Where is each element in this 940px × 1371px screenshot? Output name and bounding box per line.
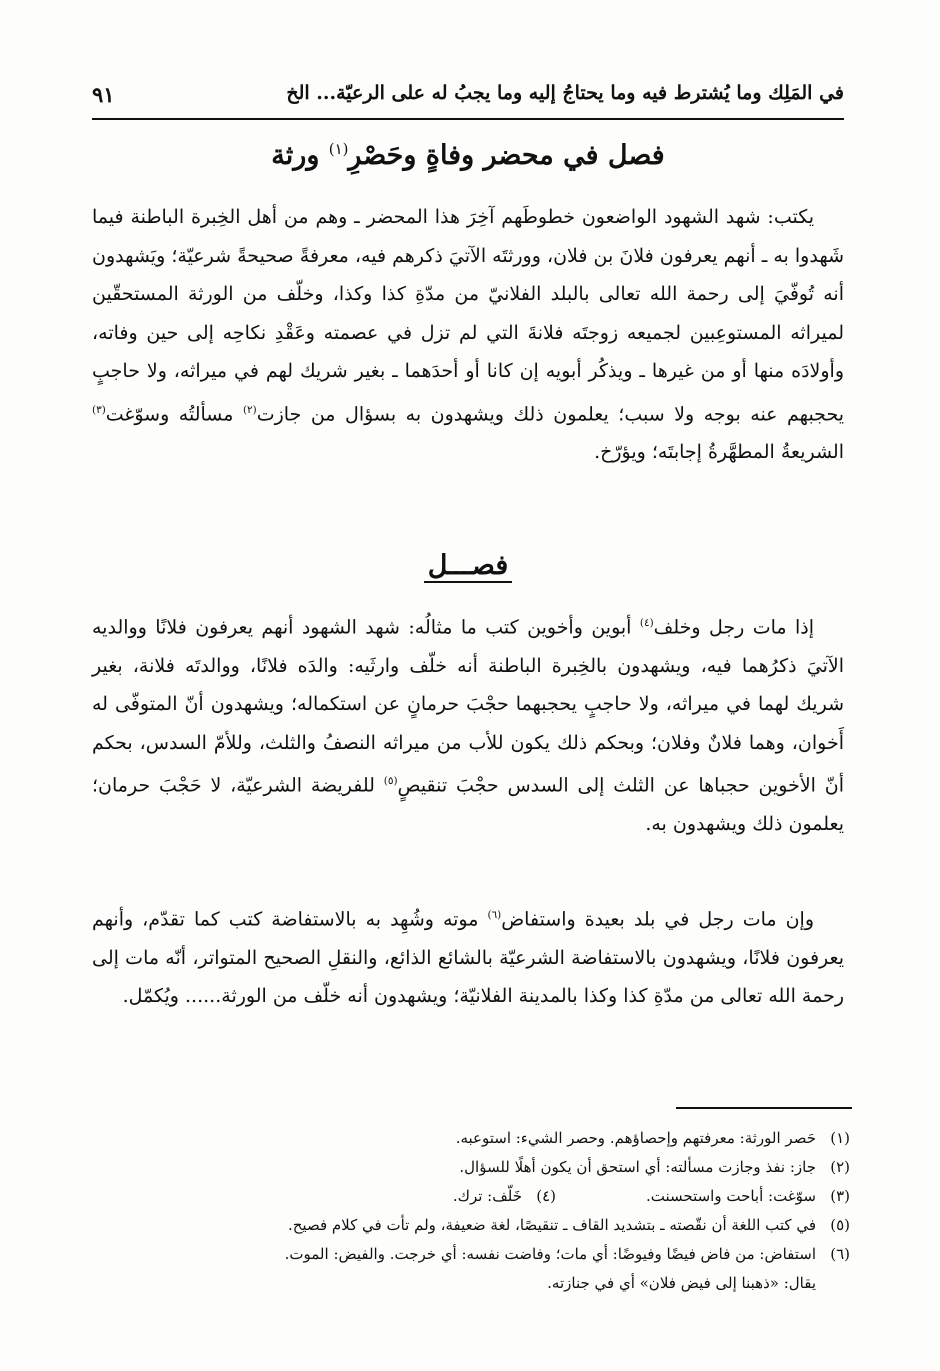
- footnote-ref-5[interactable]: (٥): [383, 775, 398, 788]
- footnote-ref-1[interactable]: (١): [328, 140, 349, 158]
- footnote-number: (٦): [830, 1245, 850, 1263]
- paragraph-parents-brothers: [92, 604, 844, 844]
- footnote-number: (٤): [536, 1187, 556, 1205]
- footnote-text: استفاض: من فاض فيضًا وفيوضًا: أي مات؛ وفاضت نفسه: أي خرجت. والفيض: الموت.: [284, 1245, 816, 1263]
- footnote-ref-4[interactable]: (٤): [639, 617, 654, 629]
- heading-text: فصل في محضر وفاةٍ وحَصْرِ: [348, 140, 665, 171]
- footnote-divider: [676, 1107, 852, 1109]
- paragraph-death-record: [92, 198, 844, 472]
- footnote-text: في كتب اللغة أن نقّصته ـ بتشديد القاف ـ تنقيصًا، لغة ضعيفة، ولم تأت في كلام فصيح.: [287, 1216, 816, 1234]
- footnote-text: حَصر الورثة: معرفتهم وإحصاؤهم. وحصر الشيء: استوعبه.: [455, 1129, 816, 1147]
- footnote-ref-6[interactable]: (٦): [487, 909, 502, 921]
- section-heading-fasl: [92, 550, 844, 583]
- footnote-6-continued: يقال: «ذهبنا إلى فيض فلان» أي في جنازته.: [547, 1274, 816, 1292]
- paragraph-text: وإن مات رجل في بلد بعيدة واستفاض: [501, 908, 814, 931]
- footnote-number: (٥): [830, 1216, 850, 1234]
- section-heading-death-record: [92, 140, 844, 171]
- footnote-text: جاز: نفذ وجازت مسألته: أي استحق أن يكون أهلًا للسؤال.: [459, 1158, 816, 1176]
- footnotes: [92, 1124, 850, 1298]
- footnote-ref-2[interactable]: (٢): [242, 403, 257, 416]
- footnote-text: سوّغت: أباحت واستحسنت.: [646, 1187, 816, 1205]
- running-header: [92, 78, 844, 120]
- heading-text-end: ورثة: [271, 140, 320, 171]
- paragraph-text: يكتب: شهد الشهود الواضعون خطوطَهم آخِرَ هذا المحضر ـ وهم من أهل الخِبرة الباطنة فيما شَهدوا به ـ أنهم يعرفون فلانَ بن فلان، وورثتَه الآتيَ ذكرهم فيه، معرفةً صحيحةً شرعيّة؛ ويَشهدون أنه تُوفّيَ إلى رحمة الله تعالى بالبلد الفلانيّ من مدّةِ كذا وكذا، وخلّف من الورثة المستحقّين لميراثه المستوعِبين لجميعه زوجتَه فلانةَ التي لم تزل في عصمته وعَقْدِ نكاحِه إلى حين وفاته، وأولادَه منها أو من غيرها ـ ويذكُر أبويه إن كانا أو أحدَهما ـ بغير شريك لهم في ميراثه، ولا حاجبٍ يحجبهم عنه بوجه ولا سبب؛ يعلمون ذلك ويشهدون به بسؤال من جازت: [92, 206, 844, 425]
- footnote-number: (١): [830, 1129, 850, 1147]
- heading-text: فصـــل: [424, 550, 513, 583]
- paragraph-text: للفريضة الشرعيّة، لا حَجْبَ حرمان؛ يعلمون ذلك ويشهدون به.: [92, 774, 844, 836]
- footnote-2: [92, 1153, 850, 1182]
- paragraph-distant-death: [92, 896, 844, 1016]
- footnote-text: خَلّف: ترك.: [452, 1187, 522, 1205]
- footnote-ref-3[interactable]: (٣): [92, 403, 106, 416]
- footnote-number: (٢): [830, 1158, 850, 1176]
- footnote-3-4: [92, 1182, 850, 1211]
- footnote-number: (٣): [830, 1187, 850, 1205]
- paragraph-text: مسألتُه وسوّغت: [105, 402, 234, 425]
- running-header-title: في المَلِك وما يُشترط فيه وما يحتاجُ إليه وما يجبُ له على الرعيّة... الخ: [286, 82, 844, 104]
- footnote-1: [92, 1124, 850, 1153]
- paragraph-text: إذا مات رجل وخلف: [653, 616, 814, 639]
- page-number: ٩١: [92, 82, 115, 107]
- paragraph-text: موته وشُهِد به بالاستفاضة كتب كما تقدّم، وأنهم يعرفون فلانًا، ويشهدون بالاستفاضة الشرعيّة بالشائع الذائع، والنقلِ الصحيح المتواتر، أنّه مات إلى رحمة الله تعالى من مدّةِ كذا وكذا بالمدينة الفلانيّة؛ ويشهدون أنه خلّف من الورثة...... ويُكمّل.: [92, 908, 844, 1008]
- paragraph-text: الشريعةُ المطهَّرةُ إجابتَه؛ ويؤرّخ.: [594, 441, 844, 464]
- footnote-6: [92, 1240, 850, 1269]
- footnote-5: [92, 1211, 850, 1240]
- paragraph-text: أبوين وأخوين كتب ما مثالُه: شهد الشهود أنهم يعرفون فلانًا ووالديه الآتيَ ذكرُهما فيه، ويشهدون بالخِبرة الباطنة أنه خلّف وارثَيه: والدَه فلانًا، ووالدتَه فلانة، بغير شريك لهما في ميراثه، ولا حاجبٍ يحجبهما حجْبَ حرمانٍ عن استكماله؛ ويشهدون أنّ المتوفّى له أَخوان، وهما فلانٌ وفلان؛ وبحكم ذلك يكون للأب من ميراثه النصفُ والثلث، وللأمّ السدس، بحكم أنّ الأخوين حجباها عن الثلث إلى السدس حجْبَ تنقيصٍ: [92, 616, 844, 797]
